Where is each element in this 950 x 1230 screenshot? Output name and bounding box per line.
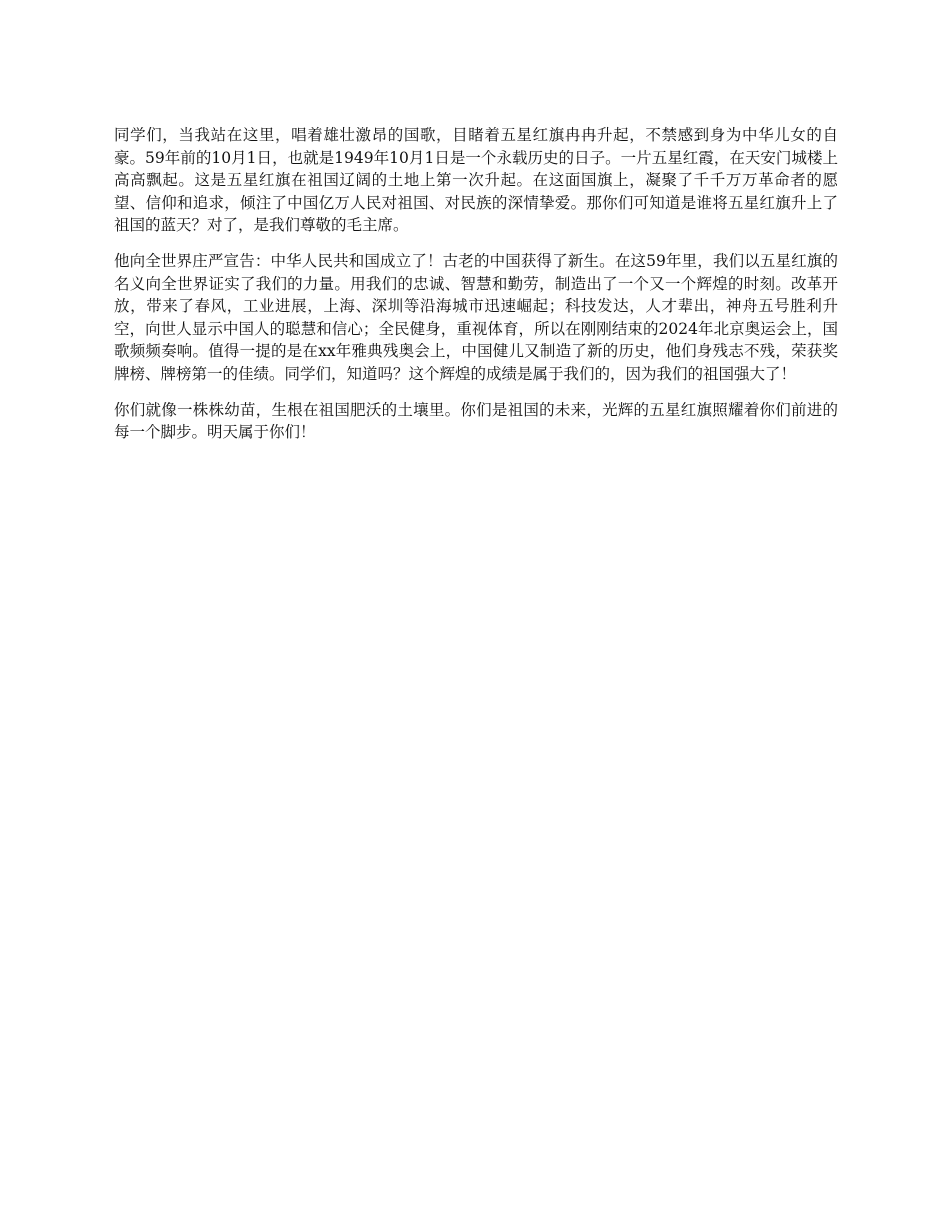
paragraph-3: 你们就像一株株幼苗，生根在祖国肥沃的土壤里。你们是祖国的未来，光辉的五星红旗照耀着你们前进的每一个脚步。明天属于你们！	[114, 400, 838, 442]
document-body	[114, 124, 838, 457]
paragraph-1: 同学们，当我站在这里，唱着雄壮激昂的国歌，目睹着五星红旗冉冉升起，不禁感到身为中华儿女的自豪。59年前的10月1日，也就是1949年10月1日是一个永载历史的日子。一片五星红霞，在天安门城楼上高高飘起。这是五星红旗在祖国辽阔的土地上第一次升起。在这面国旗上，凝聚了千千万万革命者的愿望、信仰和追求，倾注了中国亿万人民对祖国、对民族的深情挚爱。那你们可知道是谁将五星红旗升上了祖国的蓝天？对了，是我们尊敬的毛主席。	[114, 126, 838, 235]
paragraph-2: 他向全世界庄严宣告：中华人民共和国成立了！古老的中国获得了新生。在这59年里，我们以五星红旗的名义向全世界证实了我们的力量。用我们的忠诚、智慧和勤劳，制造出了一个又一个辉煌的时刻。改革开放，带来了春风，工业进展，上海、深圳等沿海城市迅速崛起；科技发达，人才辈出，神舟五号胜利升空，向世人显示中国人的聪慧和信心；全民健身，重视体育，所以在刚刚结束的2024年北京奥运会上，国歌频频奏响。值得一提的是在xx年雅典残奥会上，中国健儿又制造了新的历史，他们身残志不残，荣获奖牌榜、牌榜第一的佳绩。同学们，知道吗？这个辉煌的成绩是属于我们的，因为我们的祖国强大了！	[114, 251, 838, 383]
